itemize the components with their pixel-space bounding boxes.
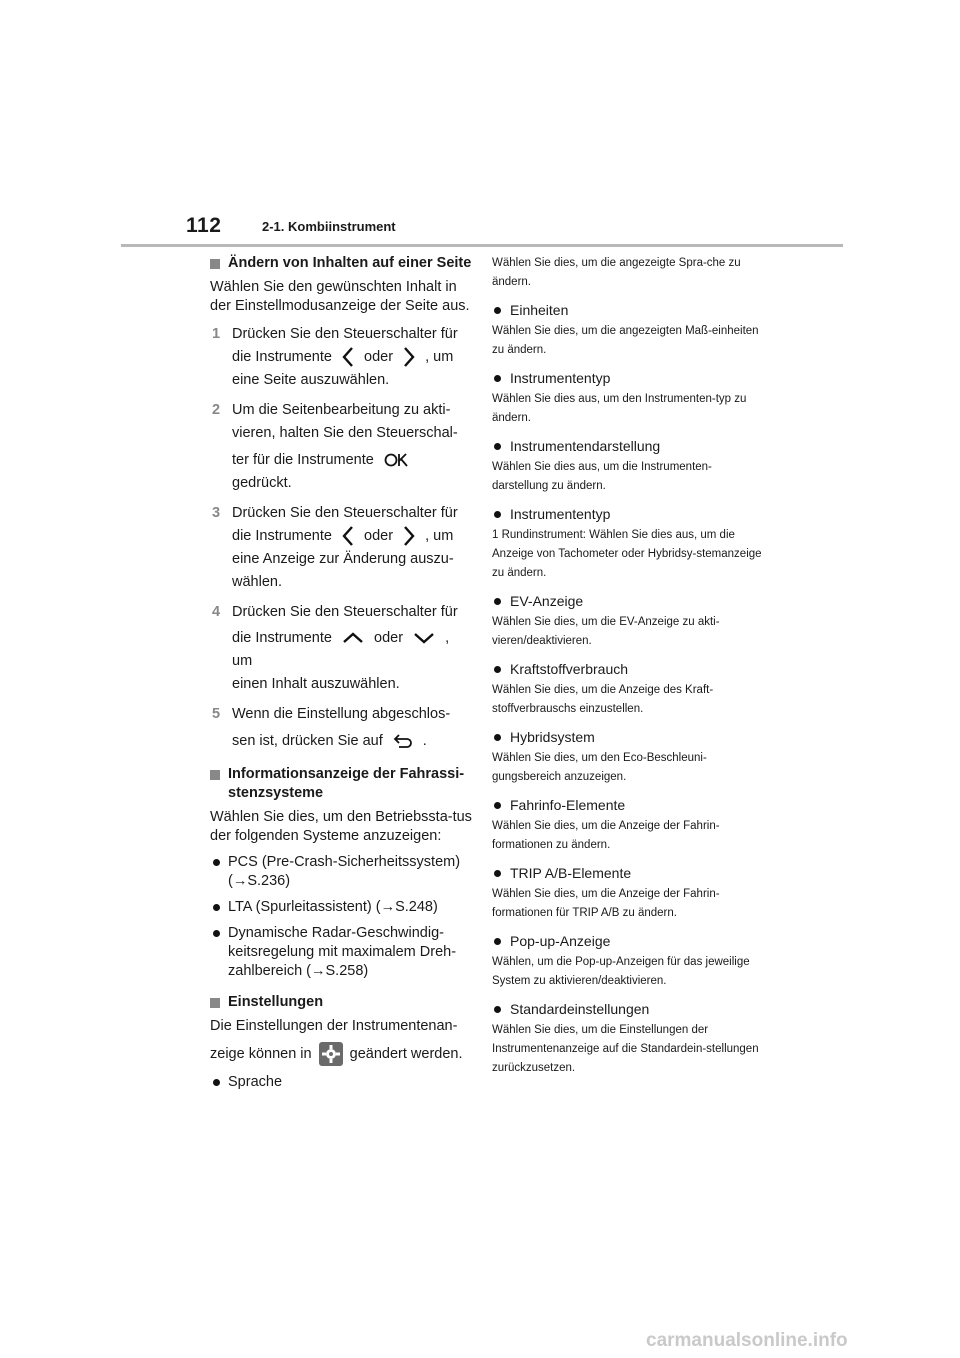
item-title: EV-Anzeige [492,592,762,611]
item-title: TRIP A/B-Elemente [492,864,762,883]
item-description: Wählen Sie dies, um die Anzeige der Fahrin-formationen für TRIP A/B zu ändern. [492,888,720,919]
chevron-down-icon [413,632,435,644]
item-description: Wählen Sie dies, um die angezeigten Maß-einheiten zu ändern. [492,325,759,356]
list-item: Dynamische Radar-Geschwindig-keitsregelung mit maximalem Dreh-zahlbereich (→S.258) [210,924,472,981]
chevron-left-icon [342,346,354,368]
list-item: PCS (Pre-Crash-Sicherheitssystem) (→S.236) [210,853,472,891]
settings-list [492,301,762,1078]
step-1: 1 Drücken Sie den Steuerschalter für die Instrumente oder , um eine Seite auszuwählen. [212,326,458,388]
square-bullet-icon [210,998,220,1008]
item-description: Wählen Sie dies, um die EV-Anzeige zu akti-vieren/deaktivieren. [492,616,720,647]
item-title: Einheiten [492,301,762,320]
item-title: Standardeinstellungen [492,1000,762,1019]
item-title: Instrumentendarstellung [492,437,762,456]
chevron-right-icon [403,346,415,368]
list-item [492,505,762,583]
ok-icon [384,452,410,468]
list-item: Sprache [210,1073,472,1092]
item-title: Kraftstoffverbrauch [492,660,762,679]
paragraph-driver-assist: Wählen Sie dies, um den Betriebssta-tus der folgenden Systeme anzuzeigen: [210,809,472,844]
step-3: 3 Drücken Sie den Steuerschalter für die Instrumente oder , um eine Anzeige zur Änderung auszu- wählen. [212,505,458,590]
list-item [492,1000,762,1078]
list-item [492,932,762,991]
item-title: Instrumententyp [492,505,762,524]
right-column [492,254,762,1078]
item-title: Fahrinfo-Elemente [492,796,762,815]
left-column [210,252,472,1092]
heading-change-content: Ändern von Inhalten auf einer Seite [210,254,472,273]
square-bullet-icon [210,770,220,780]
item-title: Instrumententyp [492,369,762,388]
item-description: Wählen Sie dies aus, um den Instrumenten-typ zu ändern. [492,393,747,424]
back-icon [393,733,413,749]
list-item: LTA (Spurleitassistent) (→S.248) [210,898,472,917]
list-item [492,796,762,855]
paragraph-settings: Die Einstellungen der Instrumentenan- zeige können in geändert werden. [210,1017,472,1066]
item-title: Hybridsystem [492,728,762,747]
step-4: 4 Drücken Sie den Steuerschalter für die Instrumente oder , um einen Inhalt auszuwählen. [212,604,458,692]
heading-driver-assist: Informationsanzeige der Fahrassi-stenzsysteme [210,765,472,803]
paragraph-intro: Wählen Sie den gewünschten Inhalt in der Einstellmodusanzeige der Seite aus. [210,279,470,314]
description-language: Wählen Sie dies, um die angezeigte Spra-che zu ändern. [492,257,741,288]
square-bullet-icon [210,259,220,269]
chevron-up-icon [342,632,364,644]
chevron-right-icon [403,525,415,547]
header-rule [121,244,843,247]
chevron-left-icon [342,525,354,547]
item-title: Pop-up-Anzeige [492,932,762,951]
list-item [492,369,762,428]
list-item [492,437,762,496]
watermark: carmanualsonline.info [646,1330,848,1351]
item-description: Wählen Sie dies, um die Anzeige der Fahrin-formationen zu ändern. [492,820,720,851]
item-description: Wählen, um die Pop-up-Anzeigen für das jeweilige System zu aktivieren/deaktivieren. [492,956,750,987]
list-item [492,728,762,787]
list-item [492,660,762,719]
heading-settings: Einstellungen [210,993,472,1012]
section-title: 2-1. Kombiinstrument [262,219,396,234]
list-item [492,592,762,651]
list-item [492,301,762,360]
step-2: 2 Um die Seitenbearbeitung zu akti- vieren, halten Sie den Steuerschal- ter für die Instrumente gedrückt. [212,402,458,491]
item-description: Wählen Sie dies, um den Eco-Beschleuni-gungsbereich anzuzeigen. [492,752,707,783]
step-5: 5 Wenn die Einstellung abgeschlos- sen ist, drücken Sie auf . [212,706,451,749]
list-item [492,864,762,923]
item-description: Wählen Sie dies aus, um die Instrumenten-darstellung zu ändern. [492,461,712,492]
item-description: Wählen Sie dies, um die Einstellungen der Instrumentenanzeige auf die Standardein-stellungen zurückzusetzen. [492,1024,759,1074]
item-description: Wählen Sie dies, um die Anzeige des Kraft-stoffverbrauschs einzustellen. [492,684,714,715]
gear-icon [319,1042,343,1066]
page-number: 112 [186,214,222,237]
item-description: 1 Rundinstrument: Wählen Sie dies aus, um die Anzeige von Tachometer oder Hybridsy-stemanzeige zu ändern. [492,529,762,579]
